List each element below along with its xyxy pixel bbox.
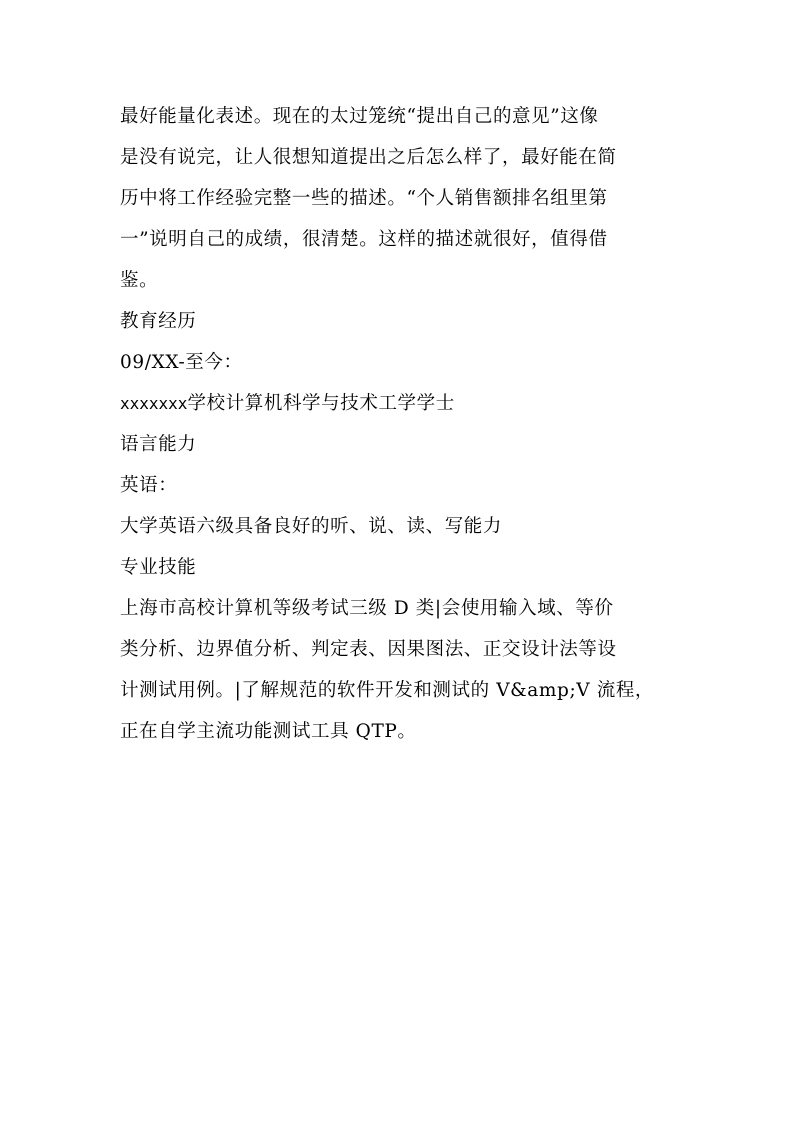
language-label: 英语： — [120, 475, 178, 496]
resume-content — [120, 96, 690, 752]
school-degree: 学校计算机科学与技术工学学士 — [187, 393, 455, 414]
feedback-line-1: 最好能量化表述。现在的太过笼统“提出自己的意见”这像 — [120, 106, 599, 127]
school-name-placeholder: xxxxxxx — [120, 394, 188, 413]
skills-line-4: 正在自学主流功能测试工具 QTP。 — [120, 721, 417, 742]
feedback-line-5: 鉴。 — [120, 270, 159, 291]
feedback-line-3: 历中将工作经验完整一些的描述。“个人销售额排名组里第 — [120, 188, 608, 209]
language-heading: 语言能力 — [120, 434, 197, 455]
feedback-line-2: 是没有说完，让人很想知道提出之后怎么样了，最好能在简 — [120, 147, 617, 168]
feedback-line-4: 一”说明自己的成绩，很清楚。这样的描述就很好，值得借 — [120, 229, 608, 250]
skills-line-2: 类分析、边界值分析、判定表、因果图法、正交设计法等设 — [120, 639, 617, 660]
skills-heading: 专业技能 — [120, 557, 197, 578]
education-school — [120, 383, 690, 424]
education-date: 09/XX-至今： — [120, 352, 243, 373]
skills-line-3: 计测试用例。|了解规范的软件开发和测试的 V&amp;V 流程， — [120, 680, 655, 701]
skills-line-1: 上海市高校计算机等级考试三级 D 类|会使用输入域、等价 — [120, 598, 614, 619]
education-heading: 教育经历 — [120, 311, 197, 332]
language-detail: 大学英语六级具备良好的听、说、读、写能力 — [120, 516, 503, 537]
